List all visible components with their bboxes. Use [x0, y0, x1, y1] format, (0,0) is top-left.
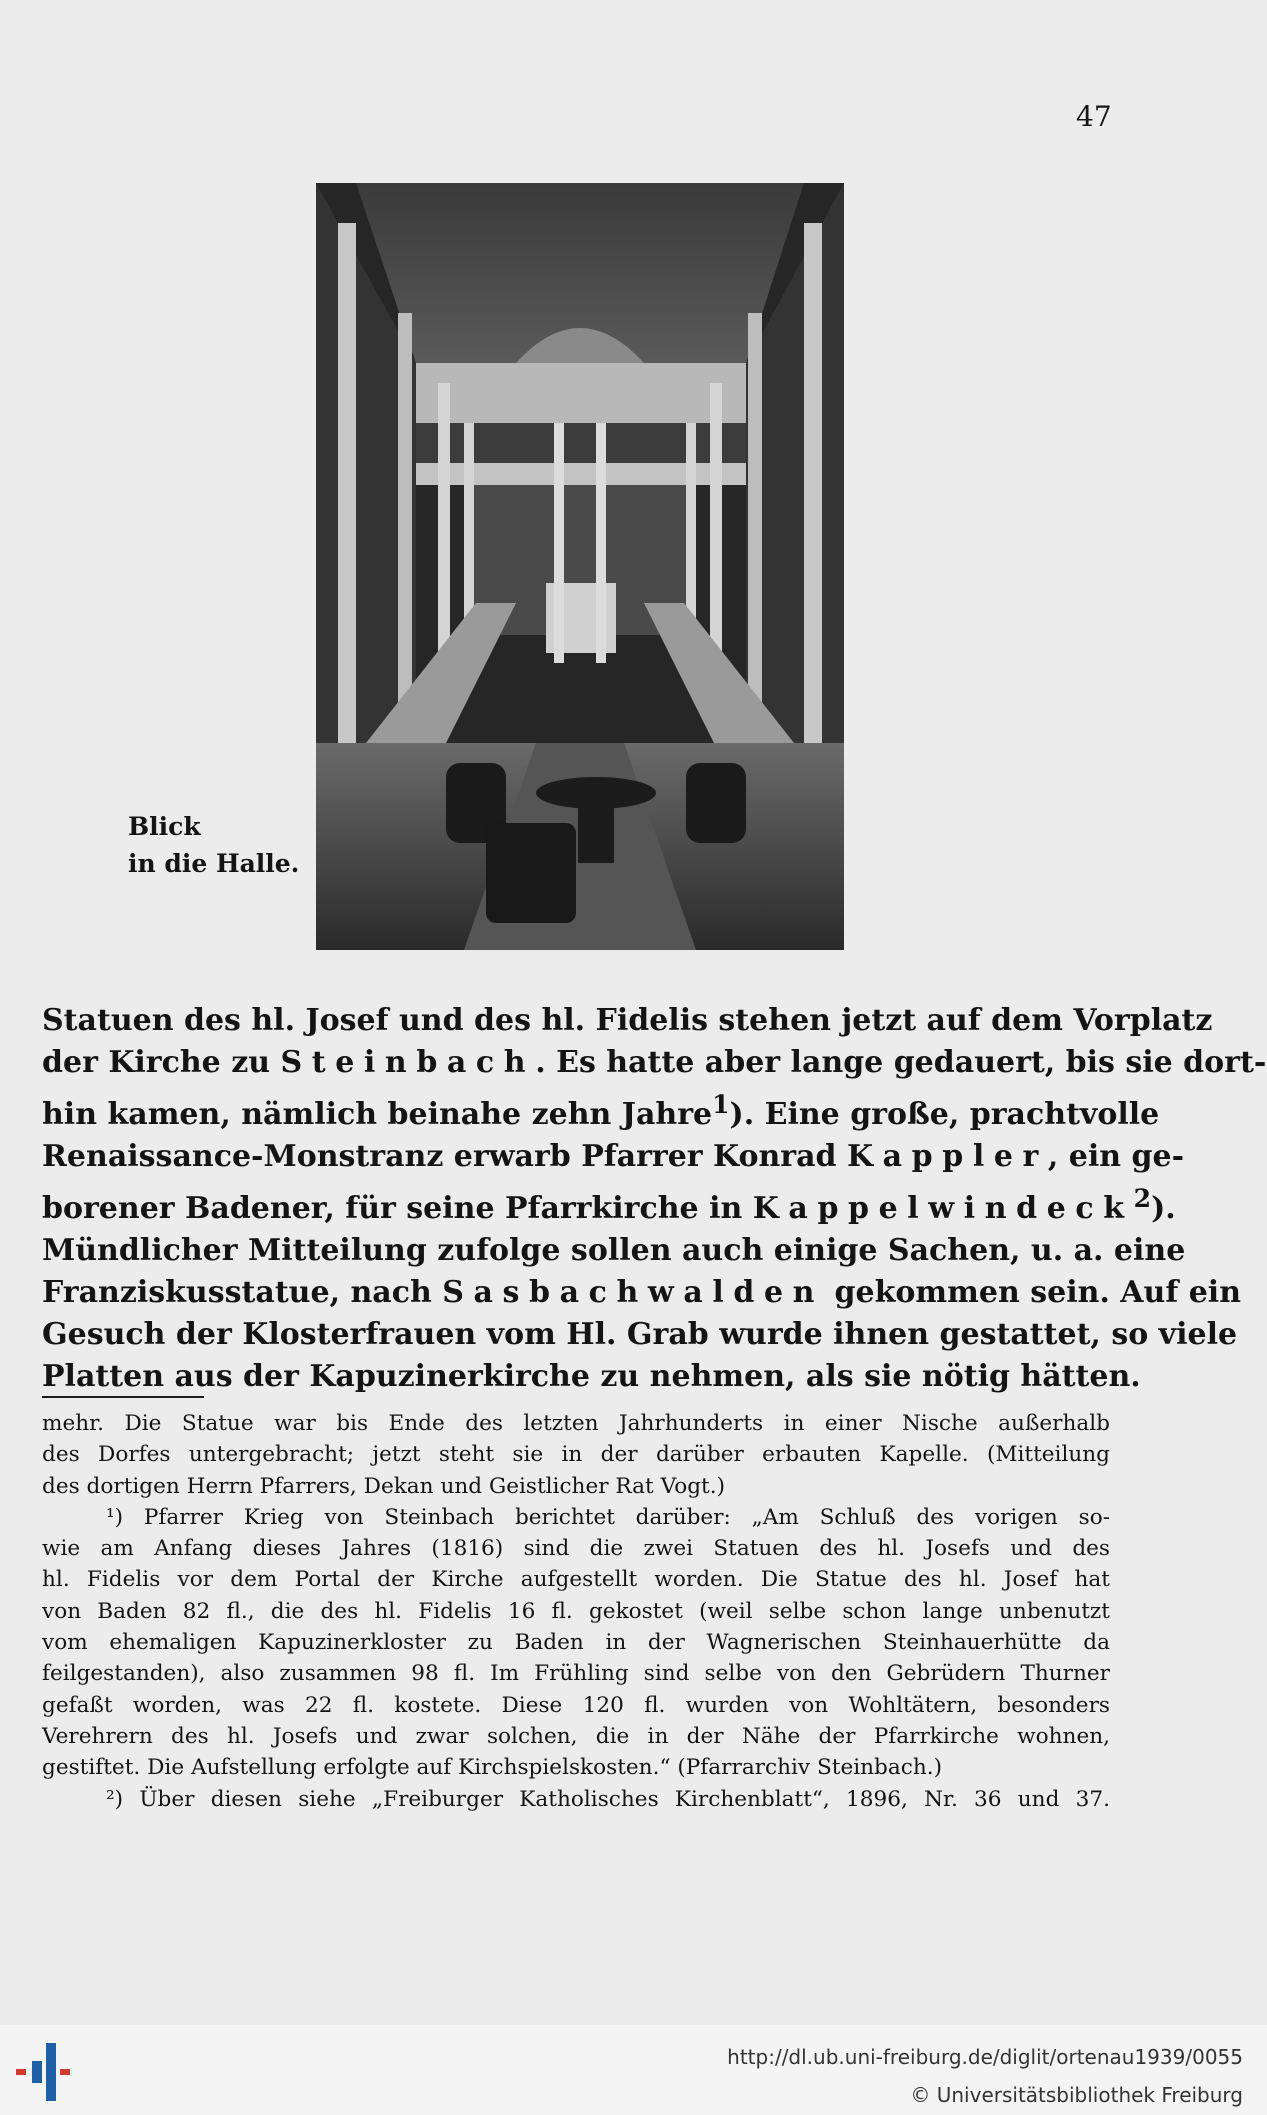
footnote-2-line: ²) Über diesen siehe „Freiburger Katholisches Kirchenblatt“, 1896, Nr. 36 und 37.	[106, 1786, 1110, 1812]
spaced-name-kappelwindeck: Kappelwindeck	[752, 1191, 1134, 1226]
body-line	[42, 1272, 1242, 1314]
footnote-1-line: ¹) Pfarrer Krieg von Steinbach berichtet darüber: „Am Schluß des vorigen so-	[106, 1504, 1110, 1530]
footnote-line: mehr. Die Statue war bis Ende des letzten Jahrhunderts in einer Nische außerhalb	[42, 1411, 1110, 1436]
footnote-line: des dortigen Herrn Pfarrers, Dekan und Geistlicher Rat Vogt.)	[42, 1473, 725, 1499]
body-line	[42, 1178, 1176, 1230]
spaced-name-sasbachwalden: Sasbachwalden	[442, 1275, 825, 1310]
spaced-name-steinbach: Steinbach	[280, 1045, 536, 1080]
footnote-1-line: von Baden 82 fl., die des hl. Fidelis 16 fl. gekostet (weil selbe schon lange unbenutzt	[42, 1598, 1110, 1624]
body-line: Statuen des hl. Josef und des hl. Fidelis stehen jetzt auf dem Vorplatz	[42, 1003, 1213, 1038]
figure-caption	[128, 808, 298, 882]
footnote-1-line: vom ehemaligen Kapuzinerkloster zu Baden in der Wagnerischen Steinhauerhütte da	[42, 1630, 1110, 1656]
text-run: Franziskusstatue, nach	[42, 1275, 443, 1310]
source-url-link[interactable]: http://dl.ub.uni-freiburg.de/diglit/ortenau1939/0055	[727, 2045, 1243, 2069]
footnote-line: des Dorfes untergebracht; jetzt steht sie in der darüber erbauten Kapelle. (Mitteilung	[42, 1442, 1110, 1468]
footnote-1-line: gefaßt worden, was 22 fl. kostete. Diese 120 fl. wurden von Wohltätern, besonders	[42, 1692, 1110, 1718]
footnote-1-line: Verehrern des hl. Josefs und zwar solchen, die in der Nähe der Pfarrkirche wohnen,	[42, 1723, 1110, 1749]
copyright-notice: © Universitätsbibliothek Freiburg	[910, 2083, 1243, 2107]
page-number: 47	[1076, 100, 1112, 133]
caption-line: in die Halle.	[128, 849, 300, 878]
spaced-name-kappler: Kappler	[846, 1139, 1048, 1174]
body-line: Gesuch der Klosterfrauen vom Hl. Grab wurde ihnen gestattet, so viele	[42, 1317, 1238, 1352]
body-line	[42, 1042, 1267, 1084]
footnote-1-line: hl. Fidelis vor dem Portal der Kirche aufgestellt worden. Die Statue des hl. Josef hat	[42, 1567, 1110, 1593]
body-line: Platten aus der Kapuzinerkirche zu nehmen, als sie nötig hätten.	[42, 1359, 1141, 1394]
body-line	[42, 1084, 1160, 1136]
text-run: borener Badener, für seine Pfarrkirche in	[42, 1191, 753, 1226]
footnote-separator	[42, 1396, 204, 1398]
text-run: Renaissance-Monstranz erwarb Pfarrer Konrad	[42, 1139, 847, 1174]
text-run: hin kamen, nämlich beinahe zehn Jahre	[42, 1097, 713, 1132]
ub-freiburg-logo-icon	[14, 2039, 78, 2105]
footnote-1-line: feilgestanden), also zusammen 98 fl. Im Frühling sind selbe von den Gebrüdern Thurner	[42, 1661, 1110, 1687]
caption-line: Blick	[128, 812, 201, 841]
text-run: der Kirche zu	[42, 1045, 281, 1080]
footnote-ref-1: 1	[712, 1090, 730, 1119]
body-line: Mündlicher Mitteilung zufolge sollen auch einige Sachen, u. a. eine	[42, 1233, 1186, 1268]
text-run: , ein ge-	[1047, 1139, 1185, 1174]
hall-interior-image	[316, 183, 844, 950]
hall-photograph	[316, 183, 844, 950]
text-run: ).	[1151, 1191, 1176, 1226]
body-paragraph	[42, 1000, 1267, 1398]
body-line	[42, 1136, 1185, 1178]
footnote-1-line: gestiftet. Die Aufstellung erfolgte auf Kirchspielskosten.“ (Pfarrarchiv Steinbach.)	[42, 1755, 943, 1781]
text-run: ). Eine große, prachtvolle	[729, 1097, 1160, 1132]
footer-bar	[0, 2025, 1267, 2115]
text-run: gekommen sein. Auf ein	[824, 1275, 1242, 1310]
text-run: . Es hatte aber lange gedauert, bis sie dort-	[535, 1045, 1267, 1080]
footnotes	[42, 1408, 1110, 1815]
footnote-1-line: wie am Anfang dieses Jahres (1816) sind die zwei Statuen des hl. Josefs und des	[42, 1536, 1110, 1562]
footnote-ref-2: 2	[1133, 1184, 1152, 1213]
